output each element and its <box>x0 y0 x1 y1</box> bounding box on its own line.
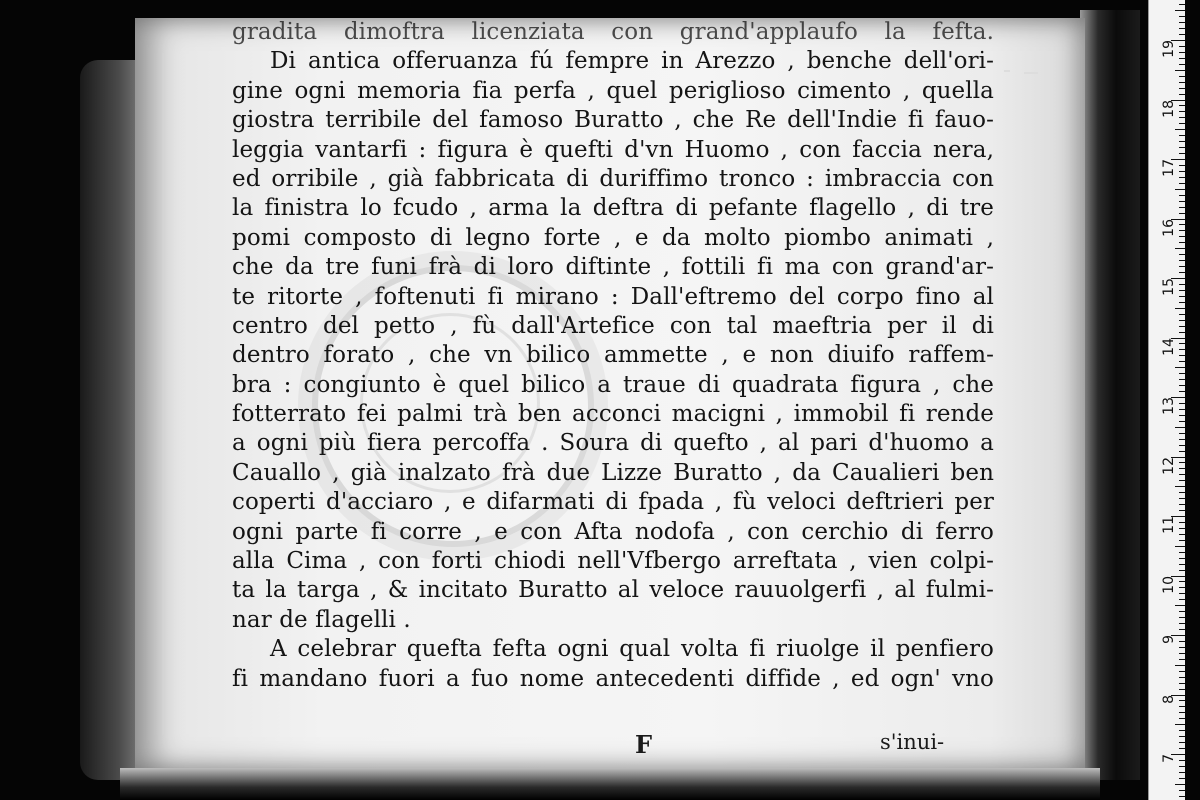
ruler-tick <box>1179 683 1185 684</box>
ruler-tick <box>1179 421 1185 422</box>
catchword: s'inui- <box>880 730 945 754</box>
ruler-tick <box>1179 135 1185 136</box>
ruler-tick <box>1179 379 1185 380</box>
ruler-label: 19 <box>1161 40 1177 58</box>
ruler-tick <box>1179 778 1185 779</box>
page-right-edge <box>1080 10 1140 780</box>
ruler-tick <box>1179 742 1185 743</box>
ruler-tick <box>1179 558 1185 559</box>
ruler-tick <box>1175 308 1185 309</box>
ruler-tick <box>1179 510 1185 511</box>
ruler-tick <box>1179 28 1185 29</box>
ruler-tick <box>1179 147 1185 148</box>
ruler-tick <box>1179 671 1185 672</box>
ruler-tick <box>1179 772 1185 773</box>
ruler-tick <box>1179 760 1185 761</box>
ruler-tick <box>1179 409 1185 410</box>
ruler-tick <box>1179 677 1185 678</box>
ruler-tick <box>1179 706 1185 707</box>
text-line: ta la targa , & incitato Buratto al veloce rauuolgerfi , al fulmi- <box>232 577 994 604</box>
ruler-tick <box>1179 373 1185 374</box>
ruler-tick <box>1179 474 1185 475</box>
ruler-tick <box>1179 748 1185 749</box>
ruler-tick <box>1179 105 1185 106</box>
ruler-tick <box>1179 254 1185 255</box>
ruler-tick <box>1179 439 1185 440</box>
ruler-tick <box>1179 64 1185 65</box>
ruler-tick <box>1179 581 1185 582</box>
ruler-tick <box>1179 790 1185 791</box>
page-bottom-edge <box>120 768 1100 800</box>
text-line: bra : congiunto è quel bilico a traue di quadrata figura , che <box>232 371 994 398</box>
ruler-tick <box>1179 504 1185 505</box>
ruler-tick <box>1175 546 1185 547</box>
ruler-tick <box>1179 385 1185 386</box>
ruler-tick <box>1179 480 1185 481</box>
text-line: alla Cima , con forti chiodi nell'Vfbergo arreftata , vien colpi- <box>232 548 994 575</box>
page-text <box>232 19 994 694</box>
ruler-tick <box>1179 88 1185 89</box>
ruler-tick <box>1179 94 1185 95</box>
ruler-tick <box>1179 433 1185 434</box>
ruler-label: 13 <box>1161 397 1177 415</box>
text-line: coperti d'acciaro , e difarmati di fpada , fù veloci deftrieri per <box>232 489 994 516</box>
text-line: Di antica offeruanza fú fempre in Arezzo , benche dell'ori- <box>270 48 994 75</box>
ruler-tick <box>1179 326 1185 327</box>
ruler-label: 18 <box>1161 99 1177 118</box>
ruler-tick <box>1179 4 1185 5</box>
text-line: ed orribile , già fabbricata di duriffimo tronco : imbraccia con <box>232 165 994 192</box>
ruler-tick <box>1179 540 1185 541</box>
ruler-tick <box>1179 320 1185 321</box>
ruler-tick <box>1175 605 1185 606</box>
ruler-tick <box>1179 462 1185 463</box>
ruler-tick <box>1175 367 1185 368</box>
ruler-tick <box>1179 522 1185 523</box>
film-mark <box>1024 72 1038 74</box>
ruler-tick <box>1179 641 1185 642</box>
ruler-tick <box>1179 445 1185 446</box>
ruler-tick <box>1179 653 1185 654</box>
text-line: giostra terribile del famoso Buratto , che Re dell'Indie fi fauo- <box>232 107 994 134</box>
ruler-tick <box>1179 593 1185 594</box>
ruler-tick <box>1179 498 1185 499</box>
text-line: Cauallo , già inalzato frà due Lizze Buratto , da Caualieri ben <box>232 459 994 486</box>
ruler-tick <box>1179 183 1185 184</box>
ruler-tick <box>1175 189 1185 190</box>
text-line: che da tre funi frà di loro diftinte , fottili fi ma con grand'ar- <box>232 254 994 281</box>
ruler-tick <box>1179 712 1185 713</box>
ruler-tick <box>1175 248 1185 249</box>
ruler-label: 10 <box>1161 575 1177 594</box>
ruler-label: 15 <box>1161 278 1177 296</box>
ruler-tick <box>1179 468 1185 469</box>
ruler-tick <box>1179 76 1185 77</box>
text-line: A celebrar quefta fefta ogni qual volta fi riuolge il penfiero <box>270 636 994 663</box>
ruler-tick <box>1175 70 1185 71</box>
ruler-tick <box>1179 242 1185 243</box>
ruler-tick <box>1179 236 1185 237</box>
ruler-tick <box>1179 22 1185 23</box>
ruler-tick <box>1179 314 1185 315</box>
ruler-tick <box>1179 46 1185 47</box>
ruler-tick <box>1179 52 1185 53</box>
ruler-tick <box>1179 153 1185 154</box>
ruler-tick <box>1179 266 1185 267</box>
ruler-tick <box>1179 629 1185 630</box>
ruler-tick <box>1179 718 1185 719</box>
ruler-label: 14 <box>1161 337 1177 356</box>
ruler-tick <box>1179 34 1185 35</box>
ruler-tick <box>1179 272 1185 273</box>
ruler-tick <box>1179 349 1185 350</box>
ruler-tick <box>1179 224 1185 225</box>
ruler-label: 16 <box>1161 218 1177 237</box>
ruler-tick <box>1179 534 1185 535</box>
ruler-tick <box>1179 177 1185 178</box>
ruler-tick <box>1179 564 1185 565</box>
text-line: pomi composto di legno forte , e da molto piombo animati , <box>232 224 994 251</box>
ruler-tick <box>1179 599 1185 600</box>
ruler-tick <box>1179 736 1185 737</box>
text-line: leggia vantarfi : figura è quefti d'vn Huomo , con faccia nera, <box>232 136 994 163</box>
text-line: a ogni più fiera percoffa . Soura di quefto , al pari d'huomo a <box>232 430 994 457</box>
ruler-tick <box>1179 123 1185 124</box>
ruler-tick <box>1179 213 1185 214</box>
ruler-label: 12 <box>1161 456 1177 475</box>
ruler-tick <box>1175 784 1185 785</box>
ruler-tick <box>1179 730 1185 731</box>
text-line: gradita dimoftra licenziata con grand'applaufo la fefta. <box>232 19 994 45</box>
ruler-tick <box>1179 343 1185 344</box>
ruler-tick <box>1179 492 1185 493</box>
ruler-tick <box>1175 129 1185 130</box>
ruler-tick <box>1179 355 1185 356</box>
text-line: nar de flagelli . <box>232 606 411 633</box>
ruler-tick <box>1179 415 1185 416</box>
ruler-tick <box>1179 689 1185 690</box>
ruler-tick <box>1175 486 1185 487</box>
ruler-tick <box>1179 796 1185 797</box>
ruler-tick <box>1179 58 1185 59</box>
ruler-tick <box>1179 171 1185 172</box>
ruler-tick <box>1179 111 1185 112</box>
ruler-tick <box>1179 290 1185 291</box>
ruler-label: 7 <box>1161 754 1177 763</box>
text-line: fotterrato fei palmi trà ben acconci macigni , immobil fi rende <box>232 401 994 428</box>
ruler-tick <box>1179 361 1185 362</box>
ruler-tick <box>1179 141 1185 142</box>
ruler-tick <box>1179 195 1185 196</box>
text-line: ogni parte fi corre , e con Afta nodofa , con cerchio di ferro <box>232 518 994 545</box>
ruler-tick <box>1179 570 1185 571</box>
ruler-label: 17 <box>1161 159 1177 177</box>
ruler-tick <box>1179 296 1185 297</box>
text-line: te ritorte , foftenuti fi mirano : Dall'eftremo del corpo fino al <box>232 283 994 310</box>
text-line: dentro forato , che vn bilico ammette , e non diuifo raffem- <box>232 342 994 369</box>
ruler-label: 11 <box>1161 516 1177 534</box>
ruler-tick <box>1179 230 1185 231</box>
ruler-tick <box>1175 427 1185 428</box>
ruler-tick <box>1179 16 1185 17</box>
ruler-tick <box>1175 665 1185 666</box>
ruler-tick <box>1179 552 1185 553</box>
ruler-tick <box>1179 332 1185 333</box>
ruler-tick <box>1179 403 1185 404</box>
ruler-tick <box>1179 623 1185 624</box>
ruler-tick <box>1179 391 1185 392</box>
text-line: la finistra lo fcudo , arma la deftra di pefante flagello , di tre <box>232 195 994 222</box>
ruler-tick <box>1179 284 1185 285</box>
ruler-tick <box>1179 117 1185 118</box>
text-line: gine ogni memoria fia perfa , quel periglioso cimento , quella <box>232 77 994 104</box>
ruler-tick <box>1179 201 1185 202</box>
ruler-tick <box>1179 766 1185 767</box>
ruler-tick <box>1175 10 1185 11</box>
ruler-tick <box>1179 528 1185 529</box>
text-line: fi mandano fuori a fuo nome antecedenti diffide , ed ogn' vno <box>232 665 994 692</box>
ruler-tick <box>1179 647 1185 648</box>
measurement-ruler <box>1148 0 1185 800</box>
ruler-tick <box>1179 207 1185 208</box>
ruler-tick <box>1179 611 1185 612</box>
ruler-tick <box>1175 724 1185 725</box>
ruler-tick <box>1179 260 1185 261</box>
signature-mark: F <box>635 730 653 759</box>
ruler-tick <box>1179 165 1185 166</box>
text-line: centro del petto , fù dall'Artefice con tal maeftria per il di <box>232 312 994 339</box>
ruler-label: 8 <box>1161 694 1177 704</box>
ruler-label: 9 <box>1161 635 1177 644</box>
ruler-tick <box>1179 659 1185 660</box>
film-mark <box>1004 70 1010 72</box>
ruler-tick <box>1179 82 1185 83</box>
ruler-tick <box>1179 451 1185 452</box>
ruler-tick <box>1179 302 1185 303</box>
ruler-tick <box>1179 700 1185 701</box>
ruler-tick <box>1179 587 1185 588</box>
ruler-tick <box>1179 617 1185 618</box>
